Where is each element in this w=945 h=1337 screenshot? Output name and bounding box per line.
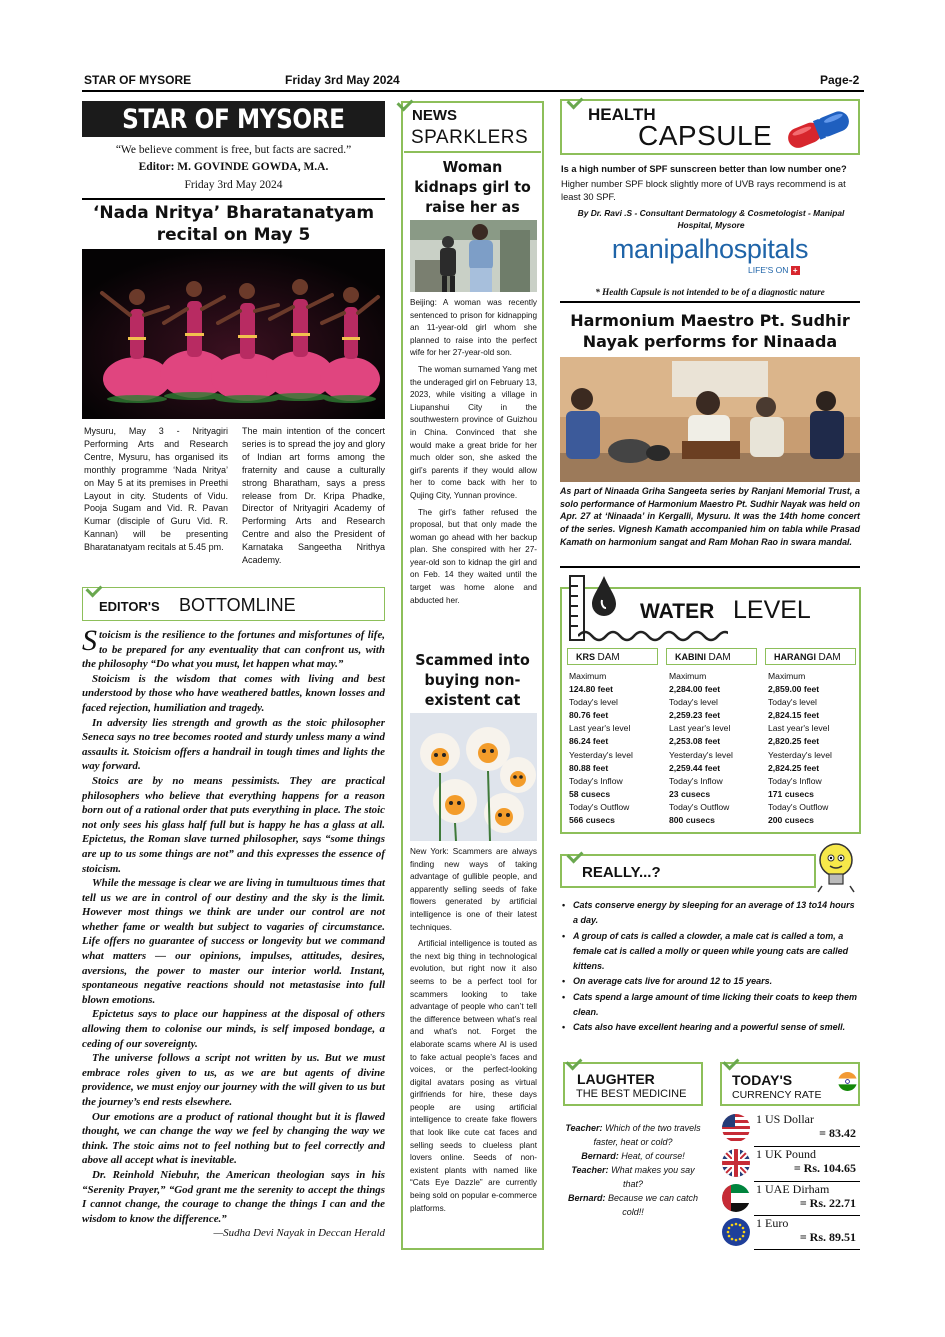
news-story2-body — [410, 846, 537, 1215]
label: Today's Outflow — [768, 801, 829, 812]
water-label-bold: WATER — [640, 600, 715, 623]
bottomline-para: Our emotions are a product of rational thought but it is flawed thought, we can change the way we feel by changing the way we think. The stoic aims not to feel nothing but to feel correctly and above all accept what is inevitable. — [82, 1110, 385, 1167]
label: Today's Inflow — [569, 775, 623, 786]
currency-name: 1 UAE Dirham — [756, 1182, 830, 1196]
fact-item: • Cats spend a large amount of time licking their coats to keep them clean. — [562, 990, 860, 1021]
joke-line — [563, 1121, 703, 1149]
label: Today's level — [768, 697, 817, 708]
tick-icon — [566, 1054, 583, 1071]
label: Yesterday's level — [768, 749, 832, 760]
fact-item: • On average cats live for around 12 to 15 years. — [562, 974, 860, 989]
joke-speaker: Bernard: — [581, 1151, 619, 1161]
label: Maximum — [569, 671, 607, 681]
dam-tab-kabini — [666, 648, 757, 665]
bottomline-para — [82, 624, 385, 672]
tick-icon — [397, 95, 414, 112]
editorial-editor: Editor: M. GOVINDE GOWDA, M.A. — [138, 161, 329, 173]
joke-text: Because we can catch cold!! — [607, 1193, 699, 1217]
value: 2,859.00 feet — [768, 684, 820, 695]
editorial-rule — [82, 198, 385, 200]
health-rule — [560, 301, 860, 303]
dam-kabini-data — [669, 670, 764, 827]
fact-item: • A group of cats is called a clowder, a male cat is called a tom, a female cat is called a molly or queen while young cats are called kittens. — [562, 929, 860, 975]
really-label: REALLY...? — [582, 864, 661, 881]
currency-row-gbp — [722, 1147, 860, 1181]
tick-icon — [567, 93, 584, 110]
value: 80.76 feet — [569, 710, 609, 721]
fact-item: • Cats conserve energy by sleeping for an average of 13 to14 hours a day. — [562, 898, 860, 929]
health-label-light: CAPSULE — [638, 120, 773, 151]
label: Last year's level — [768, 723, 830, 734]
dam-tab-harangi-light: DAM — [818, 652, 841, 663]
paper-logo — [82, 101, 385, 137]
label: Today's Outflow — [669, 801, 730, 812]
capsule-icon — [780, 105, 860, 151]
harmonium-rule — [560, 566, 860, 568]
label: Today's Inflow — [669, 775, 723, 786]
joke-speaker: Teacher: — [571, 1165, 609, 1175]
manipal-logo — [560, 234, 860, 265]
tick-icon — [86, 581, 103, 598]
dropcap: S — [82, 624, 97, 657]
news-label-bold: NEWS — [412, 107, 457, 124]
currency-row-usd — [722, 1112, 860, 1146]
plus-icon: + — [791, 266, 800, 275]
water-label-light: LEVEL — [733, 596, 811, 624]
really-facts — [562, 898, 860, 1036]
bottomline-para: Stoics are by no means pessimists. They are practical philosophers who believe that everything happens for a reason born out of a rational order that puts everything in place. The stoic not only sees his glass half full but is happy he has a glass at all. Epictetus, the Roman slave turned philosopher, says “some things are up to us some things are not” and this expresses the essence of stoicism. — [82, 774, 385, 875]
laughter-label-bold: LAUGHTER — [577, 1071, 655, 1087]
india-flag-icon — [838, 1072, 857, 1091]
dam-tab-kabini-light: DAM — [708, 652, 731, 663]
tick-icon — [567, 847, 584, 864]
paper-logo-text: STAR OF MYSORE — [122, 103, 345, 135]
health-label-box — [560, 99, 860, 155]
news-story1-para: The girl’s father refused the proposal, but that only made the woman go ahead with her backup plan. She conspired with her 27-year-old son to kidnap the girl and on Feb. 14 they waited until the target was home alone and abducted her. — [410, 507, 537, 605]
value: 86.24 feet — [569, 736, 609, 747]
value: 171 cusecs — [768, 788, 814, 799]
value: 2,820.25 feet — [768, 736, 820, 747]
value: 200 cusecs — [768, 815, 814, 826]
label: Yesterday's level — [569, 749, 633, 760]
bottomline-para: Stoicism is the wisdom that comes with living and best understood by those who have weathered battles, known losses and faced rejection, humiliation and tragedy. — [82, 672, 385, 714]
currency-name: 1 US Dollar — [756, 1112, 814, 1126]
bottomline-label-light: BOTTOMLINE — [179, 595, 296, 615]
bottomline-para: While the message is clear we are living in tumultuous times that tell us we are in control of our destiny and the sky is the limit. However most things we think are under our control are not whether fame or wealth but subject to vagaries of circumstance. Life offers no guarantee of success or longevity but we command what matters — our opinions, impulses, attitudes, desires, aversions, the power to master our interior world. Instant, spontaneous negative reactions should not metastasise into full blown emotions. — [82, 877, 385, 1006]
health-author: By Dr. Ravi .S - Consultant Dermatology & Cosmetologist - Manipal Hospital, Mysore — [577, 208, 845, 230]
laughter-body — [563, 1121, 703, 1219]
health-disclaimer: * Health Capsule is not intended to be of a diagnostic nature — [595, 287, 825, 297]
news-label — [404, 104, 541, 153]
masthead-page: Page-2 — [820, 73, 860, 87]
currency-label-light: CURRENCY RATE — [732, 1089, 822, 1101]
cat-flower-photo — [410, 713, 537, 841]
editorial-motto: “We believe comment is free, but facts are sacred.” — [115, 144, 352, 156]
joke-text: What makes you say that? — [611, 1165, 695, 1189]
currency-name: 1 Euro — [756, 1216, 789, 1230]
joke-line — [563, 1149, 703, 1163]
health-question: Is a high number of SPF sunscreen better than low number one? — [561, 164, 847, 174]
news-story2-para: New York: Scammers are always finding new ways of taking advantage of gullible people, and apparently selling seeds of fake flowers generated by artificial intelligence is one of their latest techniques. — [410, 847, 537, 932]
bottomline-label-box — [82, 587, 385, 621]
value: 2,253.08 feet — [669, 736, 721, 747]
lightbulb-icon — [812, 840, 860, 894]
value: 80.88 feet — [569, 762, 609, 773]
dam-tab-kabini-bold: KABINI — [675, 652, 706, 662]
label: Maximum — [768, 671, 806, 681]
currency-value: = Rs. 89.51 — [799, 1230, 856, 1244]
bottomline-label-bold: EDITOR'S — [99, 599, 160, 614]
manipal-tagline — [748, 265, 800, 275]
manipal-tagline-text: LIFE'S ON — [748, 265, 789, 275]
harmonium-photo — [560, 357, 860, 482]
joke-speaker: Teacher: — [565, 1123, 603, 1133]
health-answer: Higher number SPF block slightly more of UVB rays recommend is at least 30 SPF. — [561, 179, 846, 202]
label: Today's level — [669, 697, 718, 708]
news-story2-para: Artificial intelligence is touted as the next big thing in technological evolution, but right now it also seems to be a perfect tool for scammers looking to take advantage of people who can’t tell the difference between what’s real and what’s not. Forget the elaborate scams where AI is used to fake actual people’s faces and voices, or the perfect-looking digital avatars posing as virtual girlfriends for hire, these days people are using artificial intelligence to create fake flowers that look like cute cat faces and selling seeds to clueless plant lovers online. Seeds of non-existent plants with named like “Cats Eye Dazzle” are currently being sold on popular e-commerce platforms. — [410, 939, 537, 1213]
uk-flag-icon — [722, 1149, 750, 1177]
bottomline-para: Dr. Reinhold Niebuhr, the American theologian says in his “Serenity Prayer,” “God grant me the serenity to accept the things I cannot change, the courage to change the things I can and the wisdom to know the difference.” — [82, 1168, 385, 1225]
dam-tab-krs-light: DAM — [597, 652, 620, 663]
nada-col1: Mysuru, May 3 - Nrityagiri Performing Arts and Research Centre, Mysuru, has organised its monthly programme ‘Nada Nritya’ on May 5 at its premises in Preethi Layout in city. Students of Vidu. Pooja Sugam and Vid. R. Pavan Kumar (disciple of Guru Vid. R. Kannan) will be presenting Bharatanatyam recitals at 5.45 pm. — [84, 426, 228, 553]
label: Yesterday's level — [669, 749, 733, 760]
laughter-label-box — [563, 1062, 703, 1106]
currency-name: 1 UK Pound — [756, 1147, 817, 1161]
nada-headline: ‘Nada Nritya’ Bharatanatyam recital on May 5 — [92, 203, 375, 245]
currency-row-eur — [722, 1216, 860, 1250]
tick-icon — [723, 1054, 740, 1071]
joke-text: Which of the two travels faster, heat or cold? — [593, 1123, 701, 1147]
news-story1-body — [410, 297, 537, 607]
bottomline-byline: —Sudha Devi Nayak in Deccan Herald — [213, 1227, 385, 1240]
currency-divider — [754, 1249, 860, 1250]
value: 58 cusecs — [569, 788, 611, 799]
value: 124.80 feet — [569, 684, 613, 695]
currency-label-box — [720, 1062, 860, 1106]
value: 2,824.25 feet — [768, 762, 820, 773]
bottomline-para: The universe follows a script not written by us. But we must embrace roles given to us, as we are but agents of divine providence, we must enjoy our journey with the will given to us but the journey’s end rests elsewhere. — [82, 1052, 385, 1108]
health-label-bold: HEALTH — [588, 105, 656, 124]
dam-tab-krs — [567, 648, 658, 665]
dam-tab-krs-bold: KRS — [576, 652, 596, 662]
masthead-paper: STAR OF MYSORE — [84, 73, 192, 87]
joke-line — [563, 1163, 703, 1191]
value: 800 cusecs — [669, 815, 715, 826]
harmonium-caption: As part of Ninaada Griha Sangeeta series by Ranjani Memorial Trust, a solo performance of Harmonium Maestro Pt. Sudhir Nayak was held on Apr. 27 at ‘Ninaada’ in Kergalli, Mysuru. It was the 14th home concert of the series. Vignesh Kamath accompanied him on tabla while Prasad Kamath on harmonium sangat and Ram Mohan Rao in swara mandal. — [560, 486, 860, 547]
label: Maximum — [669, 671, 707, 681]
label: Last year's level — [669, 723, 731, 734]
really-label-box — [560, 854, 816, 888]
value: 2,259.44 feet — [669, 762, 721, 773]
manipal-logo-text: manipalhospitals — [611, 234, 809, 264]
label: Today's Inflow — [768, 775, 822, 786]
masthead-rule — [82, 90, 864, 92]
label: Today's level — [569, 697, 618, 708]
dam-tab-harangi-bold: HARANGI — [774, 652, 816, 662]
eu-flag-icon — [722, 1218, 750, 1246]
bottomline-body — [82, 624, 385, 1241]
value: 2,824.15 feet — [768, 710, 820, 721]
dam-harangi-data — [768, 670, 860, 827]
value: 566 cusecs — [569, 815, 615, 826]
news-label-light: SPARKLERS — [411, 127, 529, 148]
uae-flag-icon — [722, 1184, 750, 1212]
dam-tab-harangi — [765, 648, 856, 665]
currency-value: = Rs. 104.65 — [793, 1161, 856, 1175]
value: 23 cusecs — [669, 788, 711, 799]
fact-item: • Cats also have excellent hearing and a powerful sense of smell. — [562, 1020, 860, 1035]
us-flag-icon — [722, 1114, 750, 1142]
bottomline-para: In adversity lies strength and growth as the stoic philosopher Seneca says no tree becomes rooted and sturdy unless many a wind assaults it. Stoicism offers a handrail in tough times and lights the way forward. — [82, 716, 385, 773]
currency-value: = 83.42 — [819, 1126, 856, 1140]
masthead-date: Friday 3rd May 2024 — [285, 73, 400, 87]
joke-text: Heat, of course! — [621, 1151, 685, 1161]
kidnap-photo — [410, 220, 537, 292]
joke-line — [563, 1191, 703, 1219]
label: Today's Outflow — [569, 801, 630, 812]
value: 2,284.00 feet — [669, 684, 721, 695]
dance-photo — [82, 249, 385, 419]
news-story1-para: The woman surnamed Yang met the underaged girl on February 13, 2023, while visiting a village in Liupanshui City in the southwestern province of Guizhou in China. Convinced that she would make a great bride for her much older son, she asked the girl’s parents if they would allow her to come back with her to Qujing City, Yunnan province. — [410, 364, 537, 500]
news-story1-headline: Woman kidnaps girl to raise her as — [414, 158, 531, 216]
label: Last year's level — [569, 723, 631, 734]
laughter-label-light: THE BEST MEDICINE — [576, 1088, 687, 1100]
dam-krs-data — [569, 670, 664, 827]
bottomline-para: Epictetus says to place our happiness at the disposal of others allowing them to colonise our minds, is self imposed bondage, a ceding of our sovereignty. — [82, 1008, 385, 1050]
bottomline-para-text: toicism is the resilience to the fortunes and misfortunes of life, to be prepared for any eventuality that can confront us, with the philosophy “Do what you must, let happen what may.” — [82, 629, 385, 671]
news-story2-headline: Scammed into buying non-existent cat — [415, 651, 530, 709]
editorial-date: Friday 3rd May 2024 — [184, 179, 283, 191]
water-wave-icon — [578, 628, 728, 642]
currency-value: = Rs. 22.71 — [799, 1196, 856, 1210]
currency-row-aed — [722, 1182, 860, 1216]
news-story1-para: Beijing: A woman was recently sentenced to prison for kidnapping an 11-year-old girl whom she planned to raise into the perfect wife for her 27-year-old son. — [410, 298, 537, 358]
nada-col2: The main intention of the concert series is to spread the joy and glory of Indian art forms among the fraternity and cause a culturally strong Bharatham, says a press release from Dr. Kripa Phadke, Director of Nrityagiri Academy of Performing Arts and Research Centre and also the President of Karnataka Sangeetha Nrithya Academy. — [242, 426, 385, 566]
harmonium-headline: Harmonium Maestro Pt. Sudhir Nayak performs for Ninaada — [570, 311, 850, 351]
currency-label-bold: TODAY'S — [732, 1072, 793, 1088]
joke-speaker: Bernard: — [567, 1193, 606, 1203]
value: 2,259.23 feet — [669, 710, 721, 721]
